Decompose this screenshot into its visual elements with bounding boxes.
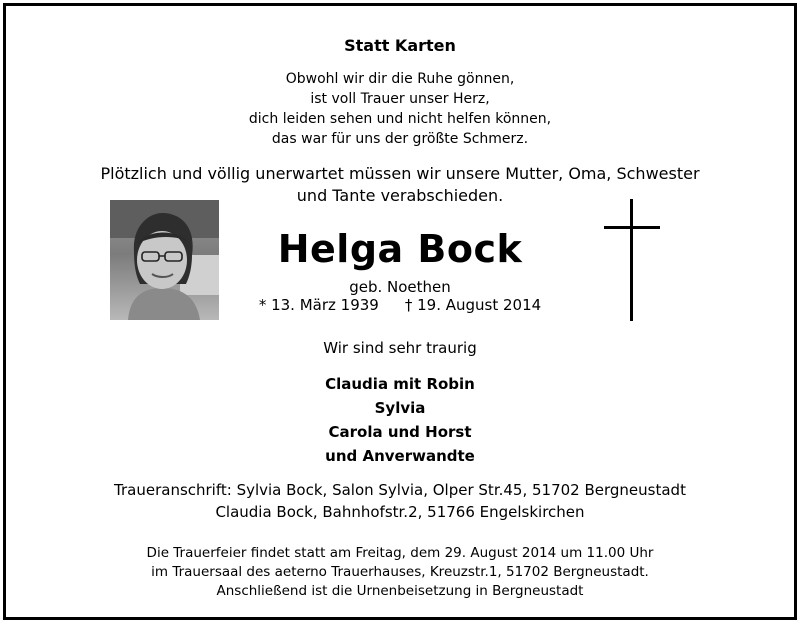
cross-icon	[602, 199, 662, 321]
intro-line: Plötzlich und völlig unerwartet müssen wir unsere Mutter, Oma, Schwester	[100, 164, 700, 183]
service-line: Die Trauerfeier findet statt am Freitag, dem 29. August 2014 um 11.00 Uhr	[146, 545, 654, 561]
poem	[6, 69, 794, 149]
address-line: Traueranschrift: Sylvia Bock, Salon Sylvia, Olper Str.45, 51702 Bergneustadt	[114, 481, 686, 499]
mourning-address	[6, 479, 794, 523]
obituary-notice	[3, 3, 797, 620]
service-line: im Trauersaal des aeterno Trauerhauses, Kreuzstr.1, 51702 Bergneustadt.	[151, 564, 649, 580]
mourner: Sylvia	[374, 399, 426, 417]
poem-line: ist voll Trauer unser Herz,	[310, 91, 490, 107]
service-line: Anschließend ist die Urnenbeisetzung in Bergneustadt	[216, 583, 584, 599]
intro-line: und Tante verabschieden.	[296, 186, 504, 205]
birth-name: geb. Noethen	[349, 278, 451, 296]
address-line: Claudia Bock, Bahnhofstr.2, 51766 Engelskirchen	[215, 503, 585, 521]
mourner: Claudia mit Robin	[325, 375, 475, 393]
service-details	[6, 544, 794, 601]
mourner: Carola und Horst	[328, 423, 472, 441]
poem-line: Obwohl wir dir die Ruhe gönnen,	[285, 71, 515, 87]
birth-date: * 13. März 1939	[258, 296, 379, 314]
death-date: † 19. August 2014	[404, 296, 542, 314]
mourners-list	[6, 372, 794, 468]
mourning-statement: Wir sind sehr traurig	[323, 339, 477, 357]
mourner: und Anverwandte	[325, 447, 475, 465]
life-dates	[6, 296, 794, 314]
poem-line: das war für uns der größte Schmerz.	[271, 131, 529, 147]
deceased-name: Helga Bock	[277, 227, 523, 271]
heading: Statt Karten	[344, 36, 456, 55]
poem-line: dich leiden sehen und nicht helfen können,	[248, 111, 552, 127]
